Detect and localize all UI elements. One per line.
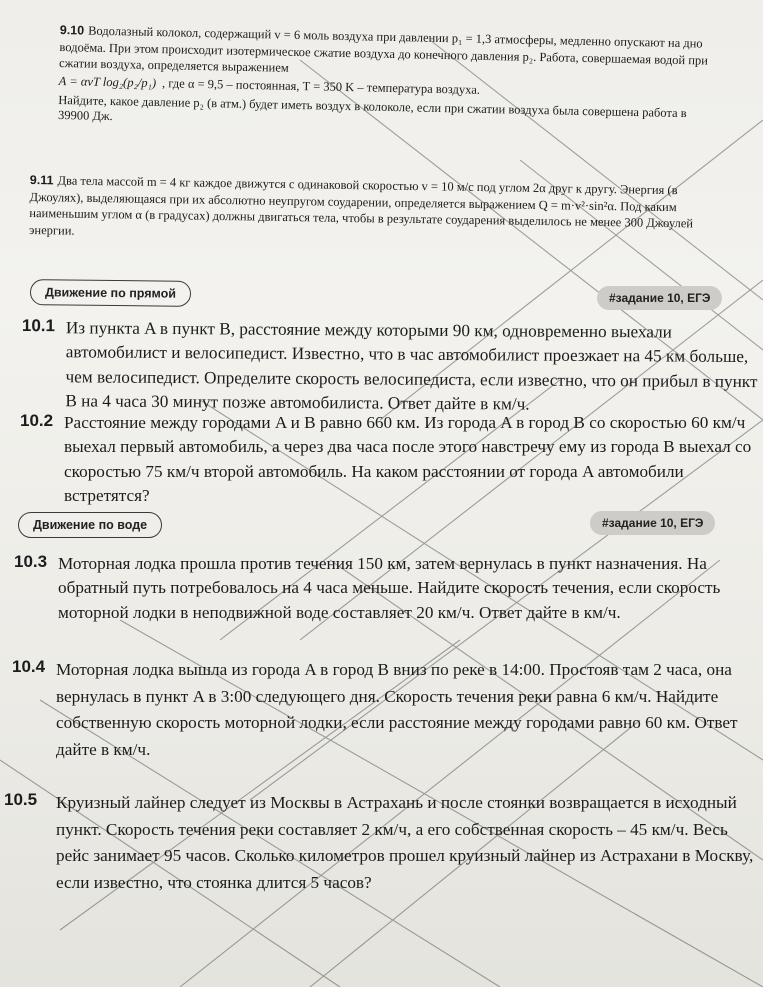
problem-9-10 (58, 22, 720, 136)
problem-10-1 (21, 316, 762, 419)
problem-text: Круизный лайнер следует из Москвы в Астрахань и после стоянки возвращается в исходный пункт. Скорость течения реки составляет 2 км/ч, а его собственная скорость – 45 км/ч. Весь рейс занимает 95 часов. Сколько километров прошел круизный лайнер из Астрахани в Москву, если известно, что стоянка длится 5 часов? (56, 793, 754, 892)
problem-text: Расстояние между городами A и B равно 660 км. Из города A в город B со скоростью 60 км/ч выехал первый автомобиль, а через два часа после этого навстречу ему из города B выехал со скоростью 75 км/ч второй автомобиль. На каком расстоянии от города A автомобили встретятся? (64, 413, 752, 506)
problem-number: 10.2 (20, 411, 54, 430)
problem-10-2 (20, 411, 763, 509)
formula-explanation: , где α = 9,5 – постоянная, T = 350 K – температура воздуха. (161, 75, 481, 97)
section-tag-ege-10: #задание 10, ЕГЭ (597, 286, 722, 310)
problem-text: Два тела массой m = 4 кг каждое движутся с одинаковой скоростью v = 10 м/с под углом 2α друг к другу. Энергия (в Джоулях), выделяющаяся при их абсолютно неупругом соударении, определяется выражением Q = m·v²·sin²α. Под каким наименьшим углом α (в градусах) должны двигаться тела, чтобы в результате соударения выделилось не менее 300 Джоулей энергии. (28, 173, 694, 238)
problem-number: 10.5 (4, 790, 38, 809)
problem-number: 10.4 (12, 657, 46, 676)
problem-text: Моторная лодка вышла из города A в город B вниз по реке в 14:00. Простояв там 2 часа, она вернулась в пункт A в 3:00 следующего дня. Скорость течения реки равна 6 км/ч. Найдите собственную скорость моторной лодки, если расстояние между городами равно 60 км. Ответ дайте в км/ч. (56, 660, 738, 759)
problem-9-11 (29, 172, 720, 249)
problem-text: Моторная лодка прошла против течения 150 км, затем вернулась в пункт назначения. На обратный путь потребовалось на 4 часа меньше. Найдите скорость течения, если скорость моторной лодки в неподвижной воде составляет 20 км/ч. Ответ дайте в км/ч. (58, 554, 721, 622)
problem-number: 9.11 (29, 172, 54, 188)
problem-number: 9.10 (59, 22, 85, 38)
problem-10-3 (14, 552, 763, 625)
problem-10-5 (4, 790, 763, 897)
problem-text: Из пункта A в пункт B, расстояние между которыми 90 км, одновременно выехали автомобилист и велосипедист. Известно, что в час автомобилист проезжает на 45 км больше, чем велосипедист. Определите скорость велосипедиста, если известно, что он прибыл в пункт B на 4 часа 30 минут позже автомобилиста. Ответ дайте в км/ч. (65, 318, 758, 414)
problem-number: 10.3 (14, 552, 48, 571)
work-formula: A = αvT log₂(p₂/p₁) (58, 73, 157, 90)
problem-question: Найдите, какое давление p₂ (в атм.) будет иметь воздух в колоколе, если при сжатии воздуха была совершена работа в 39900 Дж. (57, 92, 687, 123)
section-tag-ege-10: #задание 10, ЕГЭ (590, 511, 715, 535)
problem-text: Водолазный колокол, содержащий v = 6 моль воздуха при давлении p₁ = 1,3 атмосферы, медленно опускают на дно водоёма. При этом происходит изотермическое сжатие воздуха до конечного давления p₂. Работа, совершаемая водой при сжатии воздуха, определяется выражением (58, 23, 709, 75)
problem-number: 10.1 (21, 316, 56, 336)
section-title-water-motion: Движение по воде (18, 512, 162, 538)
problem-10-4 (12, 657, 763, 764)
section-title-straight-motion: Движение по прямой (30, 279, 191, 307)
